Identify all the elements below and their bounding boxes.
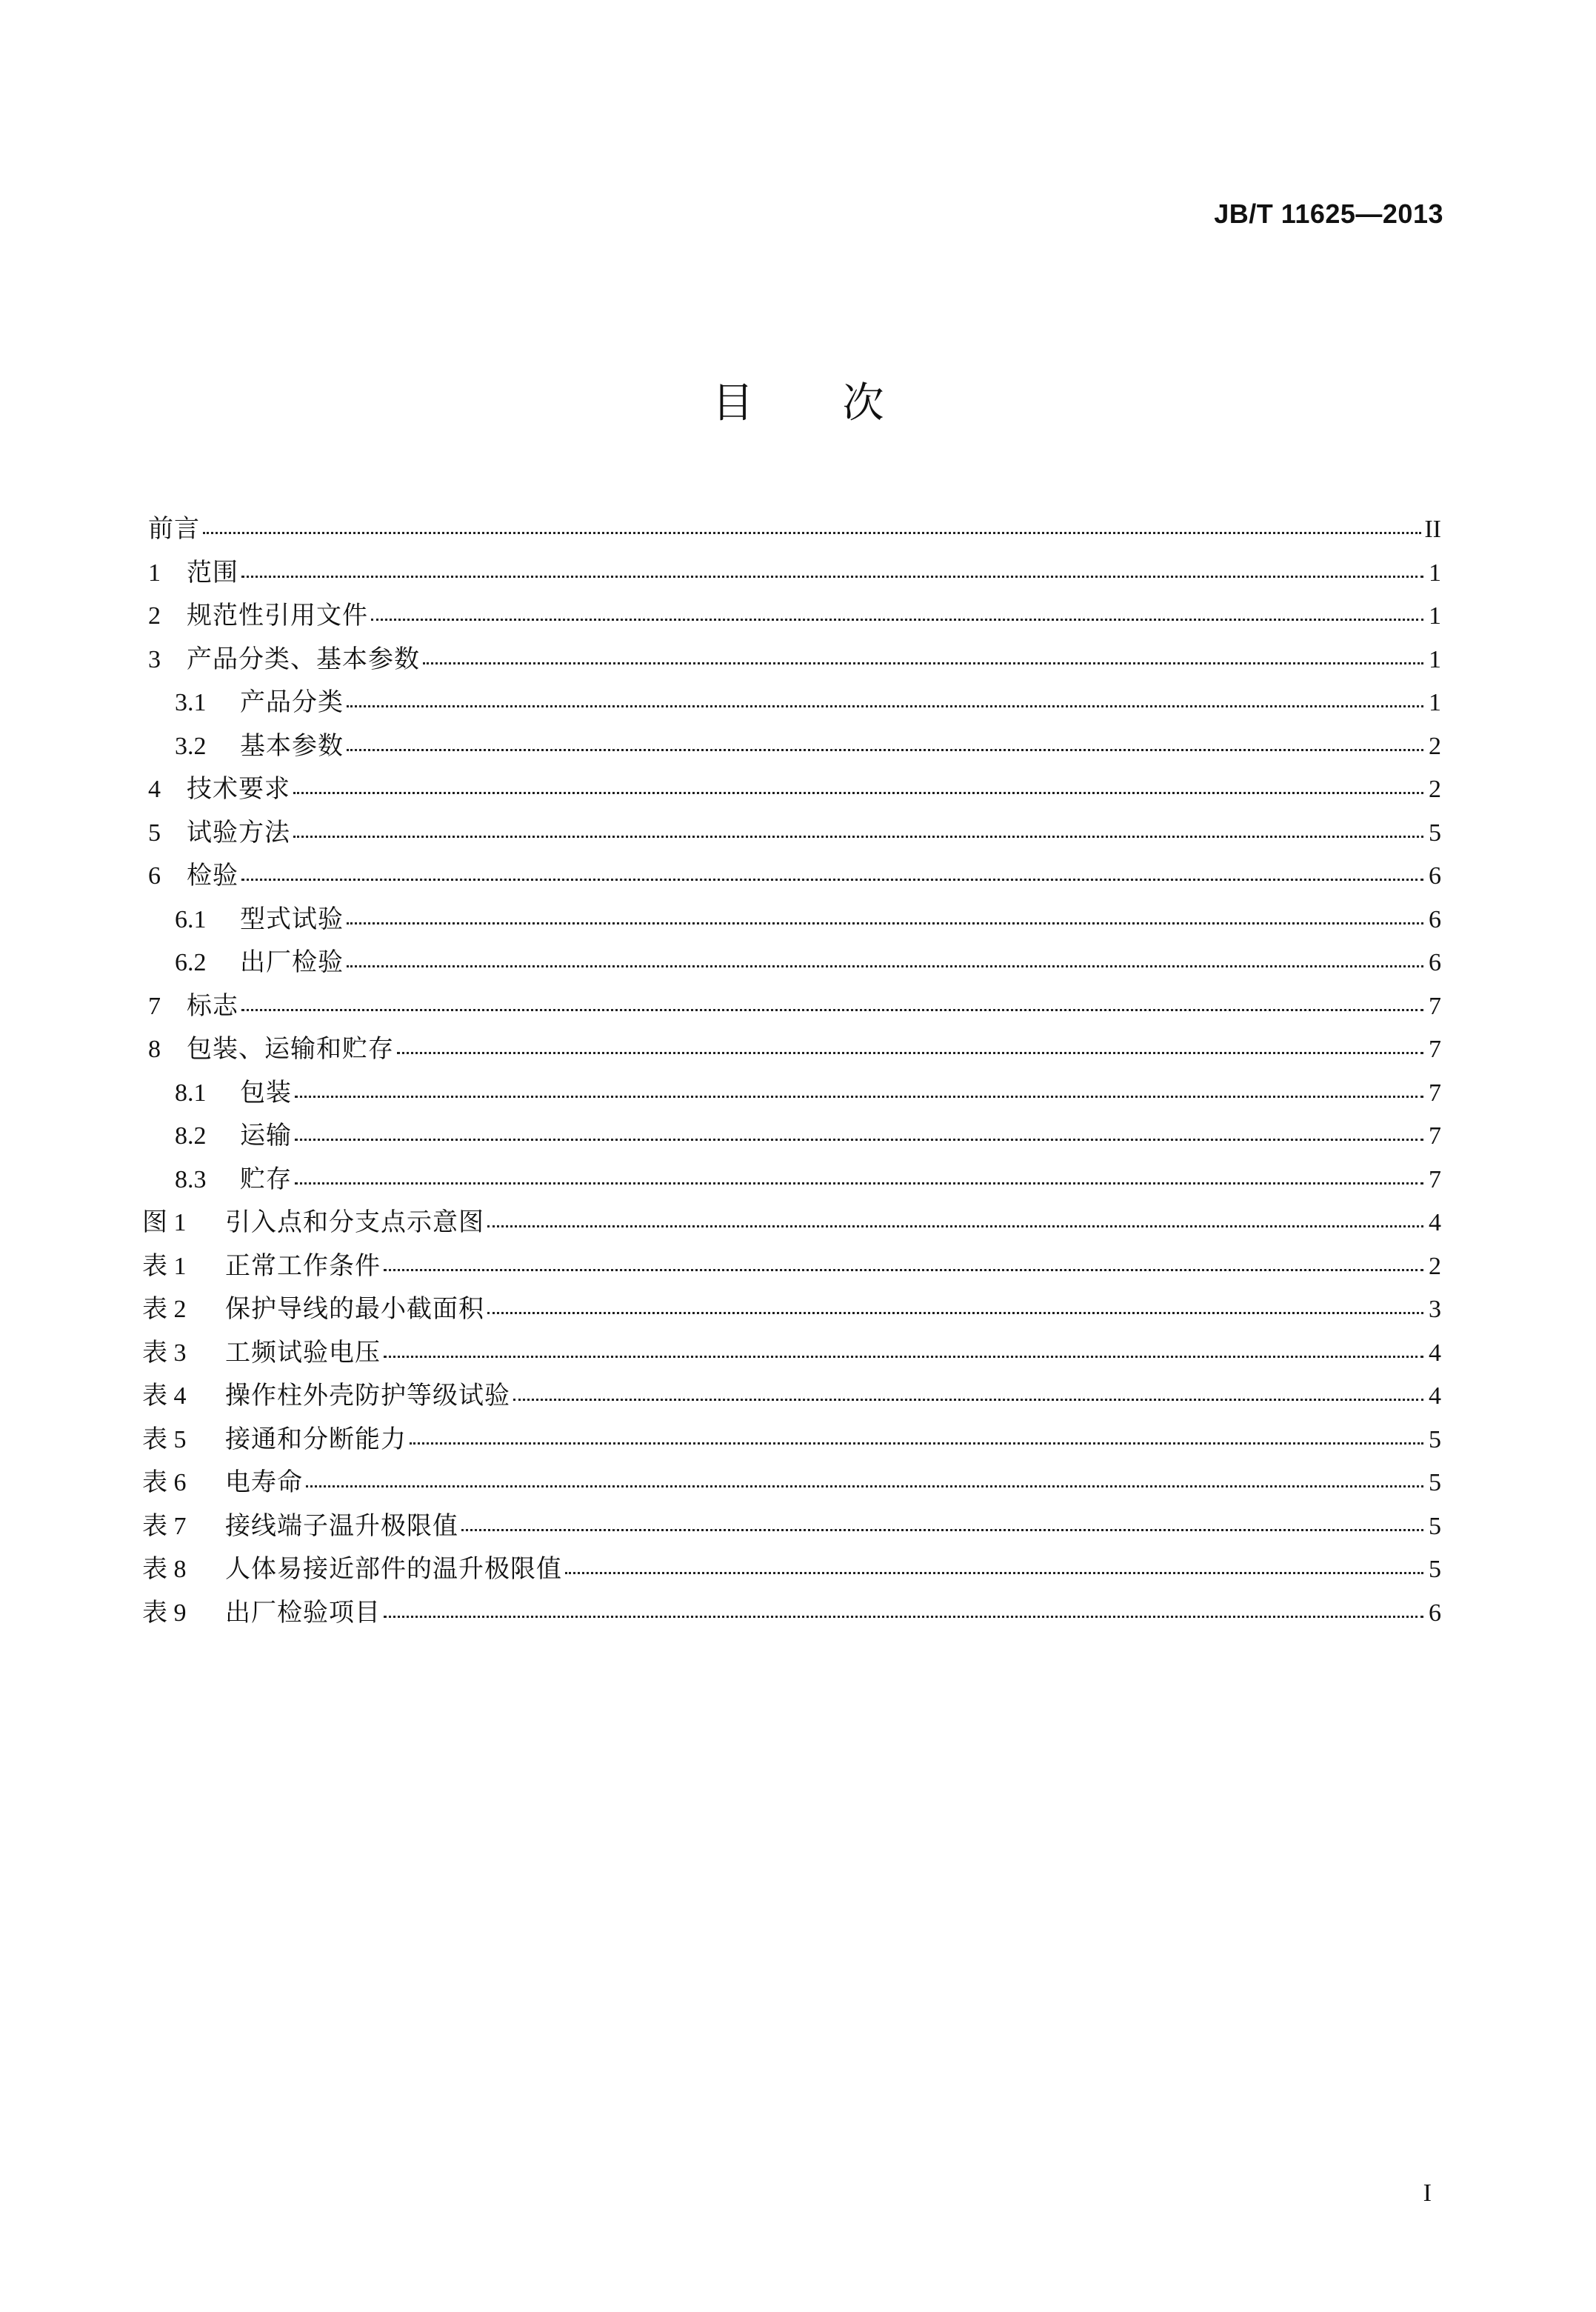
toc-entry-label: 基本参数 — [240, 730, 344, 761]
toc-entry-number: 表 2 — [142, 1296, 187, 1323]
toc-entry-label: 出厂检验项目 — [225, 1597, 381, 1628]
toc-entry-figure-1[interactable] — [142, 1201, 1441, 1245]
toc-entry-page: 5 — [1429, 1512, 1441, 1540]
toc-entry-table-3[interactable] — [142, 1331, 1441, 1375]
toc-entry-label: 运输 — [240, 1121, 292, 1150]
title-char-1: 目 — [712, 379, 754, 427]
toc-entry-table-8[interactable] — [142, 1548, 1441, 1591]
toc-entry-number: 表 7 — [142, 1512, 187, 1540]
toc-entry-number: 3 — [148, 645, 161, 673]
toc-entry-number: 表 3 — [142, 1339, 187, 1367]
toc-entry-label: 范围 — [187, 557, 238, 587]
toc-leader-dots — [293, 792, 1423, 794]
toc-entry-preface[interactable] — [148, 507, 1441, 551]
toc-entry-number: 表 8 — [142, 1556, 187, 1583]
toc-leader-dots — [241, 1009, 1423, 1011]
toc-leader-dots — [384, 1356, 1423, 1358]
toc-leader-dots — [347, 705, 1423, 707]
toc-entry-label: 出厂检验 — [240, 947, 344, 977]
toc-entry-number: 表 5 — [142, 1425, 187, 1453]
toc-entry-6-2[interactable] — [148, 941, 1441, 985]
toc-leader-dots — [397, 1052, 1423, 1054]
toc-entry-label: 包装、运输和贮存 — [187, 1034, 394, 1064]
toc-leader-dots — [241, 879, 1423, 881]
toc-leader-dots — [241, 576, 1423, 578]
title-char-2: 次 — [842, 379, 884, 427]
toc-entry-7[interactable] — [148, 985, 1441, 1028]
toc-entry-table-4[interactable] — [142, 1374, 1441, 1418]
toc-entry-page: 3 — [1429, 1296, 1441, 1323]
toc-entry-label: 产品分类 — [240, 687, 344, 717]
toc-entry-8[interactable] — [148, 1027, 1441, 1071]
toc-entry-label: 保护导线的最小截面积 — [225, 1294, 484, 1324]
toc-entry-label: 人体易接近部件的温升极限值 — [225, 1554, 562, 1584]
toc-entry-number: 图 1 — [142, 1209, 187, 1236]
toc-entry-label: 标志 — [187, 990, 238, 1021]
toc-entry-label: 操作柱外壳防护等级试验 — [225, 1381, 510, 1410]
toc-entry-number: 4 — [148, 776, 161, 803]
toc-entry-1[interactable] — [148, 551, 1441, 595]
toc-entry-number: 3.1 — [175, 689, 207, 716]
toc-leader-dots — [565, 1572, 1423, 1574]
toc-entry-label: 包装 — [240, 1077, 292, 1107]
toc-entry-page: 6 — [1429, 905, 1441, 933]
toc-leader-dots — [487, 1225, 1423, 1227]
toc-entry-number: 1 — [148, 559, 161, 587]
table-of-contents — [142, 507, 1441, 1634]
toc-leader-dots — [513, 1399, 1423, 1401]
toc-entry-number: 7 — [148, 992, 161, 1020]
toc-entry-page: 4 — [1429, 1339, 1441, 1367]
toc-entry-number: 6.2 — [175, 949, 207, 976]
toc-leader-dots — [384, 1269, 1423, 1271]
toc-leader-dots — [371, 619, 1423, 621]
toc-entry-number: 8.1 — [175, 1079, 207, 1107]
toc-entry-label: 电寿命 — [225, 1468, 303, 1497]
toc-leader-dots — [293, 836, 1423, 838]
toc-entry-number: 8.2 — [175, 1122, 207, 1150]
toc-entry-page: 1 — [1429, 645, 1441, 673]
page-number: I — [1423, 2179, 1432, 2207]
toc-entry-number: 表 6 — [142, 1469, 187, 1496]
toc-leader-dots — [347, 965, 1423, 967]
toc-leader-dots — [295, 1139, 1423, 1141]
toc-entry-label: 前言 — [148, 514, 200, 544]
toc-entry-number: 表 4 — [142, 1382, 187, 1410]
toc-leader-dots — [410, 1442, 1423, 1445]
toc-leader-dots — [295, 1182, 1423, 1185]
toc-entry-page: 7 — [1429, 1122, 1441, 1150]
toc-entry-page: 6 — [1429, 862, 1441, 890]
toc-entry-3[interactable] — [148, 638, 1441, 682]
toc-entry-number: 表 9 — [142, 1599, 187, 1627]
toc-entry-table-2[interactable] — [142, 1287, 1441, 1331]
page-title — [0, 374, 1596, 433]
toc-entry-6-1[interactable] — [148, 898, 1441, 942]
toc-entry-8-2[interactable] — [148, 1114, 1441, 1158]
toc-entry-page: 5 — [1429, 819, 1441, 847]
toc-entry-page: 7 — [1429, 1165, 1441, 1193]
toc-entry-label: 接通和分断能力 — [225, 1424, 407, 1454]
toc-entry-table-7[interactable] — [142, 1505, 1441, 1548]
toc-entry-page: II — [1424, 516, 1441, 543]
toc-entry-3-1[interactable] — [148, 681, 1441, 724]
toc-entry-page: 1 — [1429, 689, 1441, 716]
toc-leader-dots — [295, 1096, 1423, 1098]
toc-entry-number: 2 — [148, 602, 161, 630]
toc-entry-page: 1 — [1429, 559, 1441, 587]
toc-entry-label: 型式试验 — [240, 904, 344, 934]
toc-entry-6[interactable] — [148, 854, 1441, 898]
toc-entry-number: 6 — [148, 862, 161, 890]
toc-leader-dots — [487, 1312, 1423, 1314]
toc-entry-page: 1 — [1429, 602, 1441, 630]
toc-entry-label: 引入点和分支点示意图 — [225, 1207, 484, 1237]
toc-entry-table-9[interactable] — [142, 1591, 1441, 1635]
toc-entry-page: 7 — [1429, 1036, 1441, 1063]
toc-leader-dots — [203, 532, 1421, 534]
toc-entry-page: 2 — [1429, 732, 1441, 760]
toc-entry-table-1[interactable] — [142, 1245, 1441, 1288]
toc-entry-page: 7 — [1429, 1079, 1441, 1107]
toc-entry-page: 5 — [1429, 1425, 1441, 1453]
toc-leader-dots — [423, 662, 1423, 664]
toc-leader-dots — [461, 1529, 1423, 1531]
toc-entry-page: 6 — [1429, 949, 1441, 976]
toc-entry-number: 8 — [148, 1036, 161, 1063]
toc-entry-label: 接线端子温升极限值 — [225, 1510, 458, 1541]
toc-leader-dots — [384, 1616, 1423, 1618]
toc-entry-page: 2 — [1429, 1252, 1441, 1280]
toc-entry-page: 2 — [1429, 776, 1441, 803]
toc-leader-dots — [347, 749, 1423, 751]
toc-entry-3-2[interactable] — [148, 724, 1441, 768]
toc-entry-number: 8.3 — [175, 1165, 207, 1193]
toc-entry-label: 技术要求 — [187, 774, 290, 804]
toc-leader-dots — [306, 1485, 1423, 1488]
toc-entry-label: 正常工作条件 — [225, 1250, 381, 1281]
toc-entry-table-6[interactable] — [142, 1461, 1441, 1505]
toc-entry-label: 工频试验电压 — [225, 1337, 381, 1367]
toc-entry-label: 检验 — [187, 861, 238, 890]
toc-entry-page: 5 — [1429, 1469, 1441, 1496]
toc-entry-label: 规范性引用文件 — [187, 601, 368, 630]
toc-entry-8-3[interactable] — [148, 1158, 1441, 1202]
toc-entry-label: 产品分类、基本参数 — [187, 644, 420, 674]
toc-entry-number: 6.1 — [175, 905, 207, 933]
toc-leader-dots — [347, 922, 1423, 925]
toc-entry-page: 7 — [1429, 992, 1441, 1020]
toc-entry-page: 6 — [1429, 1599, 1441, 1627]
toc-entry-5[interactable] — [148, 811, 1441, 855]
toc-entry-2[interactable] — [148, 594, 1441, 638]
toc-entry-page: 4 — [1429, 1209, 1441, 1236]
standard-code: JB/T 11625—2013 — [1214, 199, 1443, 229]
toc-entry-page: 5 — [1429, 1556, 1441, 1583]
toc-entry-4[interactable] — [148, 767, 1441, 811]
toc-entry-table-5[interactable] — [142, 1418, 1441, 1462]
toc-entry-number: 5 — [148, 819, 161, 847]
toc-entry-8-1[interactable] — [148, 1071, 1441, 1115]
toc-entry-label: 贮存 — [240, 1164, 292, 1194]
toc-entry-page: 4 — [1429, 1382, 1441, 1410]
toc-entry-number: 表 1 — [142, 1252, 187, 1280]
toc-entry-label: 试验方法 — [187, 817, 290, 847]
toc-entry-number: 3.2 — [175, 732, 207, 760]
